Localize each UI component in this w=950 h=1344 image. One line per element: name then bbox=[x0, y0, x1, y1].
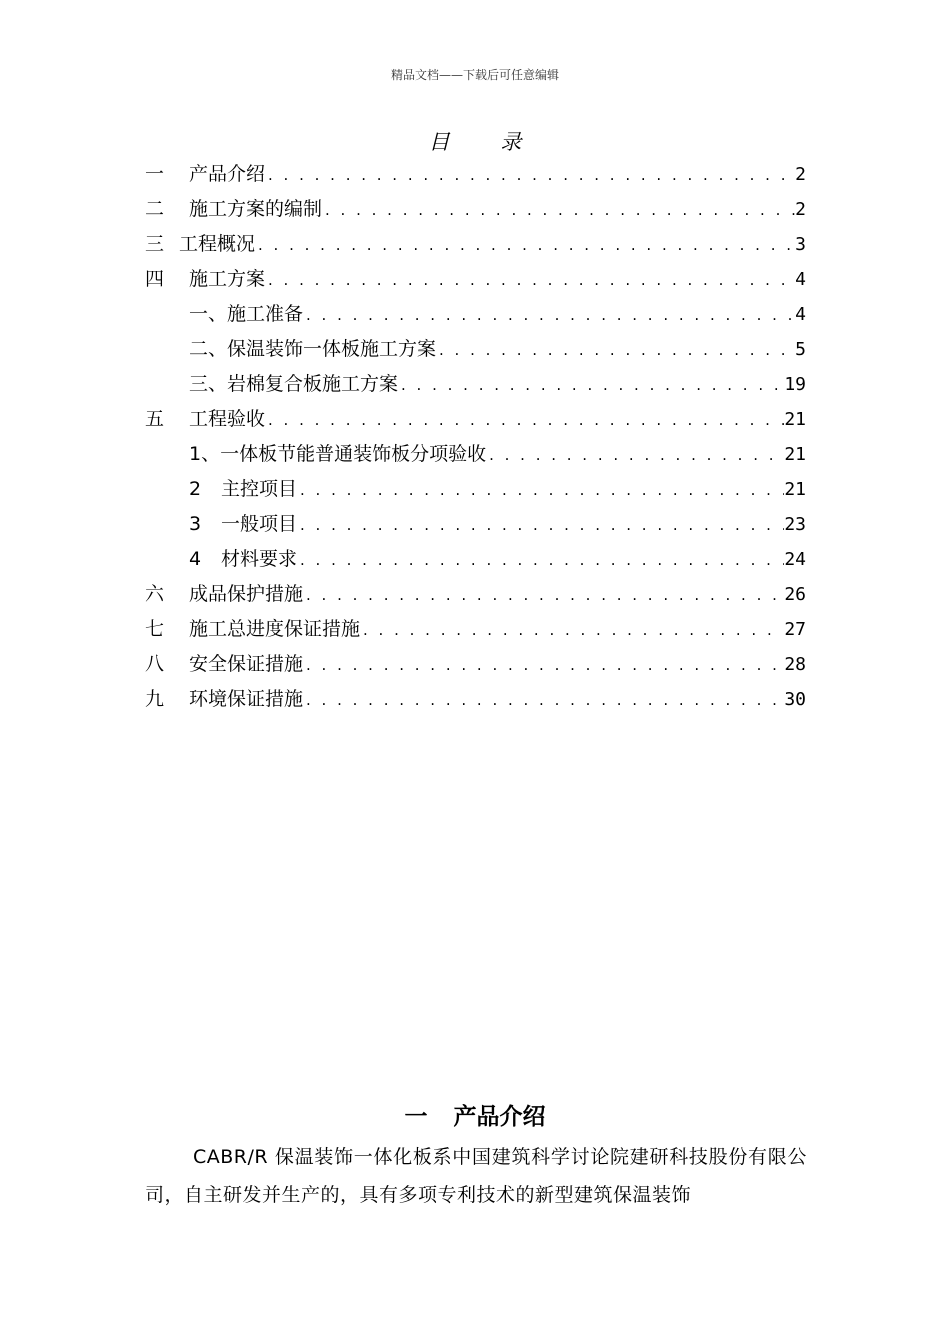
toc-leader-dots bbox=[322, 193, 795, 227]
toc-entry-number: 六 bbox=[145, 583, 165, 605]
toc-leader-dots bbox=[265, 263, 795, 297]
toc-leader-dots bbox=[265, 403, 784, 437]
toc-leader-dots bbox=[398, 368, 784, 402]
toc-entry-label: 施工方案的编制 bbox=[189, 198, 323, 220]
toc-entry-label: 安全保证措施 bbox=[189, 653, 304, 675]
toc-entry-page: 5 bbox=[795, 339, 806, 360]
toc-entry[interactable] bbox=[145, 682, 806, 717]
toc-entry-label: 工程验收 bbox=[189, 408, 266, 430]
toc-entry-label: 二、保温装饰一体板施工方案 bbox=[189, 338, 437, 360]
toc-entry[interactable] bbox=[145, 612, 806, 647]
toc-entry-label: 一、施工准备 bbox=[189, 303, 304, 325]
toc-entry-page: 21 bbox=[784, 479, 806, 500]
toc-entry-number: 2 bbox=[189, 478, 202, 500]
toc-entry[interactable] bbox=[145, 192, 806, 227]
toc-entry-page: 2 bbox=[795, 164, 806, 185]
toc-entry-label: 1、一体板节能普通装饰板分项验收 bbox=[189, 443, 487, 465]
section-heading bbox=[0, 1098, 950, 1131]
toc-entry-page: 2 bbox=[795, 199, 806, 220]
toc-entry[interactable] bbox=[145, 262, 806, 297]
toc-entry[interactable] bbox=[145, 367, 806, 402]
toc-entry[interactable] bbox=[145, 647, 806, 682]
toc-entry-number: 四 bbox=[145, 268, 165, 290]
toc-entry[interactable] bbox=[145, 577, 806, 612]
toc-entry-label: 三、岩棉复合板施工方案 bbox=[189, 373, 399, 395]
toc-entry-page: 4 bbox=[795, 269, 806, 290]
toc-leader-dots bbox=[297, 473, 784, 507]
toc-entry-label: 施工总进度保证措施 bbox=[189, 618, 361, 640]
toc-entry-number: 八 bbox=[145, 653, 165, 675]
toc-leader-dots bbox=[255, 228, 795, 262]
toc-entry[interactable] bbox=[145, 472, 806, 507]
toc-entry-number: 九 bbox=[145, 688, 165, 710]
toc-entry-page: 26 bbox=[784, 584, 806, 605]
table-of-contents bbox=[145, 157, 806, 717]
section-number: 一 bbox=[404, 1104, 428, 1130]
toc-leader-dots bbox=[303, 683, 784, 717]
toc-leader-dots bbox=[297, 543, 784, 577]
toc-entry-page: 21 bbox=[784, 444, 806, 465]
toc-entry-number: 二 bbox=[145, 198, 165, 220]
toc-entry-page: 24 bbox=[784, 549, 806, 570]
toc-entry-page: 19 bbox=[784, 374, 806, 395]
toc-entry-label: 材料要求 bbox=[221, 548, 298, 570]
toc-entry-label: 产品介绍 bbox=[189, 163, 266, 185]
toc-entry-label: 环境保证措施 bbox=[189, 688, 304, 710]
toc-leader-dots bbox=[303, 298, 795, 332]
toc-leader-dots bbox=[265, 158, 795, 192]
toc-leader-dots bbox=[360, 613, 784, 647]
toc-entry[interactable] bbox=[145, 542, 806, 577]
toc-entry[interactable] bbox=[145, 227, 806, 262]
toc-entry-page: 27 bbox=[784, 619, 806, 640]
toc-entry-number: 4 bbox=[189, 548, 202, 570]
toc-entry[interactable] bbox=[145, 507, 806, 542]
toc-entry-number: 七 bbox=[145, 618, 165, 640]
toc-entry[interactable] bbox=[145, 437, 806, 472]
toc-entry-page: 3 bbox=[795, 234, 806, 255]
toc-entry-label: 施工方案 bbox=[189, 268, 266, 290]
toc-entry-label: 主控项目 bbox=[221, 478, 298, 500]
toc-entry-number: 一 bbox=[145, 163, 165, 185]
section-title: 产品介绍 bbox=[453, 1104, 546, 1130]
toc-entry-label: 一般项目 bbox=[221, 513, 298, 535]
toc-entry-page: 21 bbox=[784, 409, 806, 430]
toc-leader-dots bbox=[436, 333, 795, 367]
toc-entry[interactable] bbox=[145, 297, 806, 332]
toc-entry-number: 3 bbox=[189, 513, 202, 535]
toc-leader-dots bbox=[303, 648, 784, 682]
toc-entry-number: 三 bbox=[145, 233, 165, 255]
toc-entry[interactable] bbox=[145, 402, 806, 437]
body-paragraph: CABR/R 保温装饰一体化板系中国建筑科学讨论院建研科技股份有限公司，自主研发并生产的，具有多项专利技术的新型建筑保温装饰 bbox=[145, 1146, 807, 1206]
toc-entry-page: 4 bbox=[795, 304, 806, 325]
toc-entry-label: 工程概况 bbox=[179, 233, 256, 255]
toc-entry-number: 五 bbox=[145, 408, 165, 430]
toc-leader-dots bbox=[486, 438, 784, 472]
toc-title: 目 录 bbox=[428, 130, 544, 154]
toc-leader-dots bbox=[303, 578, 784, 612]
toc-leader-dots bbox=[297, 508, 784, 542]
toc-entry-label: 成品保护措施 bbox=[189, 583, 304, 605]
toc-entry[interactable] bbox=[145, 332, 806, 367]
page-header: 精品文档——下载后可任意编辑 bbox=[390, 68, 559, 82]
toc-entry[interactable] bbox=[145, 157, 806, 192]
toc-entry-page: 23 bbox=[784, 514, 806, 535]
toc-entry-page: 30 bbox=[784, 689, 806, 710]
toc-entry-page: 28 bbox=[784, 654, 806, 675]
